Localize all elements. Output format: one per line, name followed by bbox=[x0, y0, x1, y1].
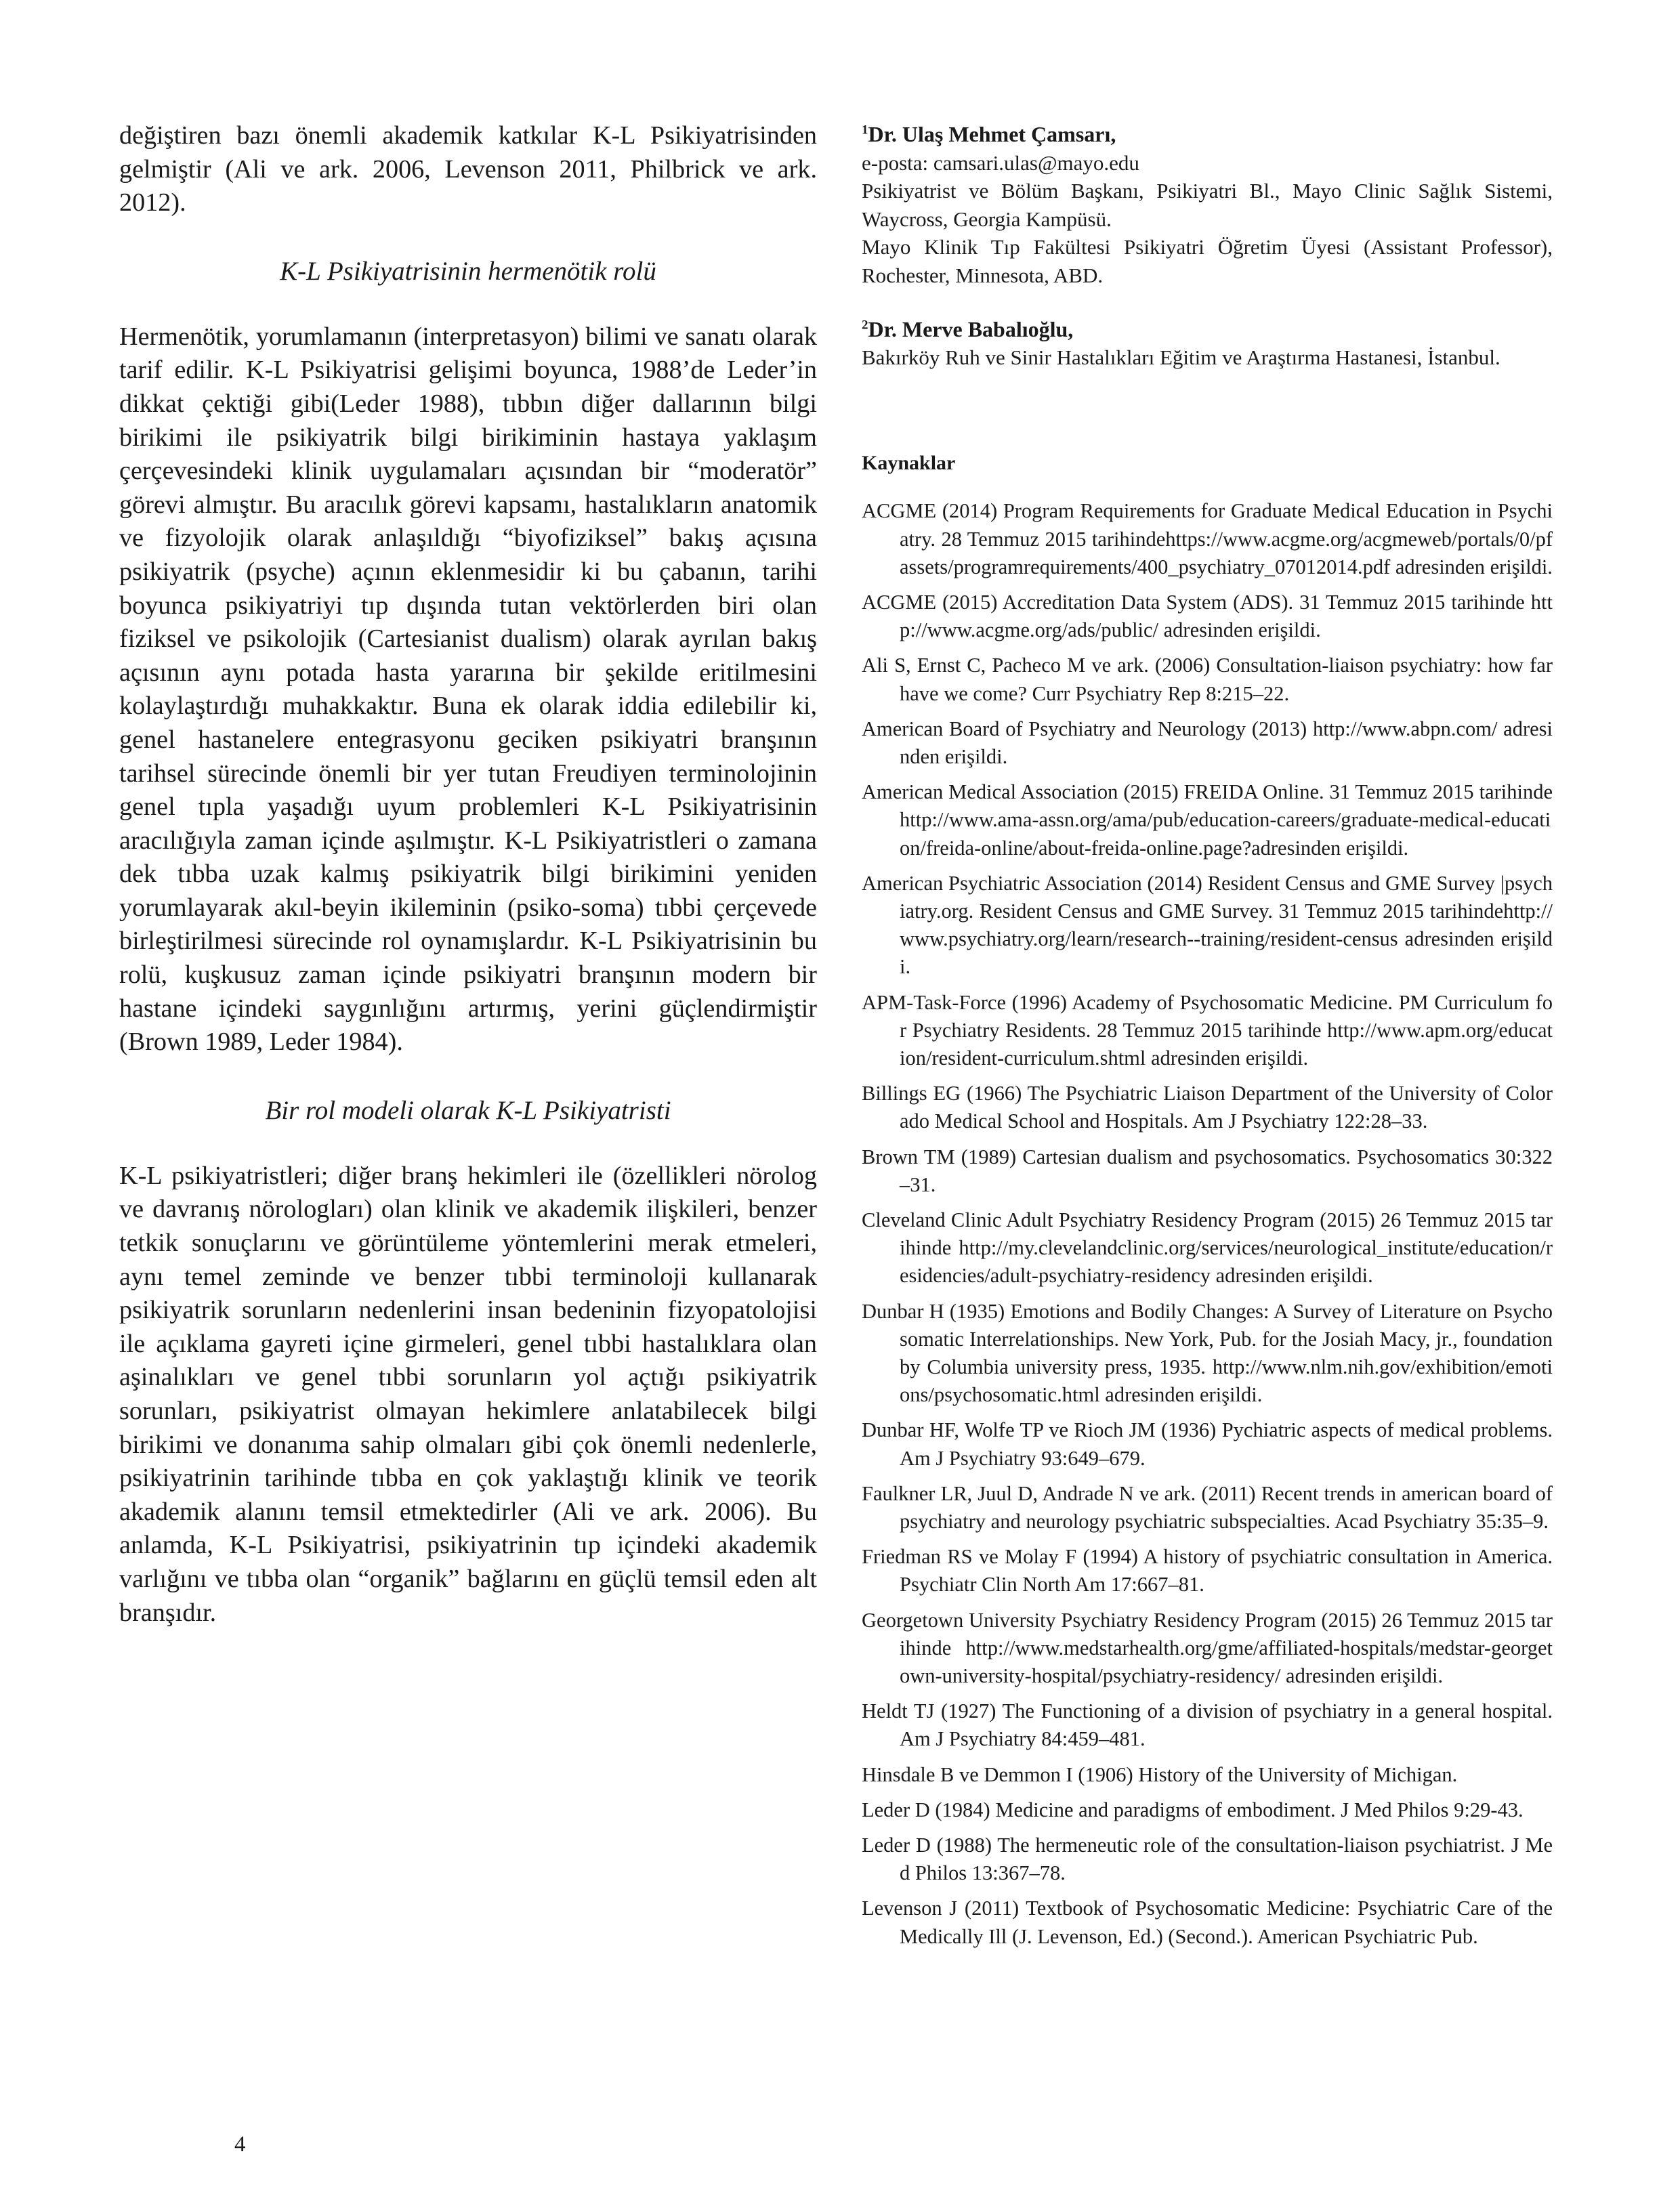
author-affiliation: Psikiyatrist ve Bölüm Başkanı, Psikiyatri Bl., Mayo Clinic Sağlık Sistemi, Waycross, Georgia Kampüsü. bbox=[862, 179, 1553, 231]
reference-item: American Medical Association (2015) FREIDA Online. 31 Temmuz 2015 tarihinde http://www.ama-assn.org/ama/pub/education-careers/graduate-medical-education/freida-online/about-freida-online.page?adresinden erişildi. bbox=[862, 780, 1553, 860]
reference-item: Georgetown University Psychiatry Residency Program (2015) 26 Temmuz 2015 tarihinde http://www.medstarhealth.org/gme/affiliated-hospitals/medstar-georgetown-university-hospital/psychiatry-residency/ adresinden erişildi. bbox=[862, 1608, 1553, 1688]
reference-item: Friedman RS ve Molay F (1994) A history of psychiatric consultation in America. Psychiatr Clin North Am 17:667–81. bbox=[862, 1545, 1553, 1596]
reference-item: American Board of Psychiatry and Neurology (2013) http://www.abpn.com/ adresinden erişildi. bbox=[862, 717, 1553, 768]
reference-item: APM-Task-Force (1996) Academy of Psychosomatic Medicine. PM Curriculum for Psychiatry Residents. 28 Temmuz 2015 tarihinde http://www.apm.org/education/resident-curriculum.shtml adresinden erişildi. bbox=[862, 990, 1553, 1070]
author-marker: 2 bbox=[862, 317, 868, 332]
section-heading-hermeneutic-role: K-L Psikiyatrisinin hermenötik rolü bbox=[280, 256, 656, 286]
reference-item: Dunbar HF, Wolfe TP ve Rioch JM (1936) Pychiatric aspects of medical problems. Am J Psychiatry 93:649–679. bbox=[862, 1418, 1553, 1470]
reference-item: Levenson J (2011) Textbook of Psychosomatic Medicine: Psychiatric Care of the Medically Ill (J. Levenson, Ed.) (Second.). American Psychiatric Pub. bbox=[862, 1897, 1553, 1948]
references-heading: Kaynaklar bbox=[862, 451, 956, 474]
author-name-text: Dr. Merve Babalıoğlu, bbox=[868, 316, 1074, 341]
author-block-2 bbox=[862, 316, 1553, 372]
author-affiliation: Mayo Klinik Tıp Fakültesi Psikiyatri Öğretim Üyesi (Assistant Professor), Rochester, Minnesota, ABD. bbox=[862, 235, 1553, 287]
reference-item: Leder D (1988) The hermeneutic role of the consultation-liaison psychiatrist. J Med Philos 13:367–78. bbox=[862, 1834, 1553, 1885]
sidebar-column bbox=[862, 121, 1553, 1958]
author-name bbox=[862, 316, 1553, 344]
references-list bbox=[862, 497, 1553, 1951]
reference-item: Leder D (1984) Medicine and paradigms of embodiment. J Med Philos 9:29-43. bbox=[862, 1798, 1524, 1821]
author-name bbox=[862, 121, 1553, 149]
reference-item: Heldt TJ (1927) The Functioning of a division of psychiatry in a general hospital. Am J Psychiatry 84:459–481. bbox=[862, 1699, 1553, 1751]
reference-item: Dunbar H (1935) Emotions and Bodily Changes: A Survey of Literature on Psychosomatic Interrelationships. New York, Pub. for the Josiah Macy, jr., foundation by Columbia university press, 1935. http://www.nlm.nih.gov/exhibition/emotions/psychosomatic.html adresinden erişildi. bbox=[862, 1299, 1553, 1407]
reference-item: Ali S, Ernst C, Pacheco M ve ark. (2006) Consultation-liaison psychiatry: how far have we come? Curr Psychiatry Rep 8:215–22. bbox=[862, 654, 1553, 705]
reference-item: Hinsdale B ve Demmon I (1906) History of the University of Michigan. bbox=[862, 1762, 1458, 1786]
reference-item: Brown TM (1989) Cartesian dualism and psychosomatics. Psychosomatics 30:322–31. bbox=[862, 1145, 1553, 1196]
reference-item: ACGME (2014) Program Requirements for Graduate Medical Education in Psychiatry. 28 Temmuz 2015 tarihindehttps://www.acgme.org/acgmeweb/portals/0/pfassets/programrequirements/400_psychiatry_07012014.pdf adresinden erişildi. bbox=[862, 499, 1553, 578]
body-text-column bbox=[119, 119, 817, 1630]
intro-paragraph: değiştiren bazı önemli akademik katkılar K-L Psikiyatrisinden gelmiştir (Ali ve ark. 2006, Levenson 2011, Philbrick ve ark. 2012). bbox=[119, 121, 817, 217]
reference-item: Cleveland Clinic Adult Psychiatry Residency Program (2015) 26 Temmuz 2015 tarihinde http://my.clevelandclinic.org/services/neurological_institute/education/residencies/adult-psychiatry-residency adresinden erişildi. bbox=[862, 1208, 1553, 1288]
author-name-text: Dr. Ulaş Mehmet Çamsarı, bbox=[868, 122, 1116, 146]
section-heading-role-model: Bir rol modeli olarak K-L Psikiyatristi bbox=[265, 1095, 671, 1125]
hermeneutic-paragraph: Hermenötik, yorumlamanın (interpretasyon) bilimi ve sanatı olarak tarif edilir. K-L Psikiyatrisi gelişimi boyunca, 1988’de Leder’in dikkat çektiği gibi(Leder 1988), tıbbın diğer dallarının bilgi birikimi ile psikiyatrik bilgi birikiminin hastaya yaklaşım çerçevesindeki klinik uygulamaları açısından bir “moderatör” görevi almıştır. Bu aracılık görevi kapsamı, hastalıkların anatomik ve fizyolojik olarak anlaşıldığı “biyofiziksel” bakış açısına psikiyatrik (psyche) açının eklenmesidir ki bu çabanın, tarihi boyunca psikiyatriyi tıp dışında tutan vektörlerden biri olan fiziksel ve psikolojik (Cartesianist dualism) olarak ayrılan bakış açısının aynı potada hasta yararına bir şekilde eritilmesini kolaylaştırdığı muhakkaktır. Buna ek olarak iddia edilebilir ki, genel hastanelere entegrasyonu geciken psikiyatri branşının tarihsel sürecinde önemli bir yer tutan Freudiyen terminolojinin genel tıpla yaşadığı uyum problemleri K-L Psikiyatrisinin aracılığıyla zaman içinde aşılmıştır. K-L Psikiyatristleri o zamana dek tıbba uzak kalmış psikiyatrik bilgi birikimini yeniden yorumlayarak akıl-beyin ikileminin (psiko-soma) tıbbi çerçevede birleştirilmesi sürecinde rol oynamışlardır. K-L Psikiyatrisinin bu rolü, kuşkusuz zaman içinde psikiyatri branşının modern bir hastane içindeki saygınlığını artırmış, yerini güçlendirmiştir (Brown 1989, Leder 1984). bbox=[119, 322, 817, 1057]
role-model-paragraph: K-L psikiyatristleri; diğer branş hekimleri ile (özellikleri nörolog ve davranış nörologları) olan klinik ve akademik ilişkileri, benzer tetkik sonuçlarını ve görüntüleme yöntemlerini merak etmeleri, aynı temel zeminde ve benzer tıbbi terminoloji kullanarak psikiyatrik sorunların nedenlerini insan bedeninin fizyopatolojisi ile açıklama gayreti içine girmeleri, genel tıbbi hastalıklara olan aşinalıkları ve genel tıbbi sorunların yol açtığı psikiyatrik sorunları, psikiyatrist olmayan hekimlere anlatabilecek bilgi birikimi ve donanıma sahip olmaları gibi çok önemli nedenlerle, psikiyatrinin tarihinde tıbba en çok yaklaştığı klinik ve teorik akademik alanını temsil etmektedirler (Ali ve ark. 2006). Bu anlamda, K-L Psikiyatrisi, psikiyatrinin tıp içindeki akademik varlığını ve tıbba olan “organik” bağlarını en güçlü temsil eden alt branşıdır. bbox=[119, 1161, 817, 1627]
author-email: e-posta: camsari.ulas@mayo.edu bbox=[862, 150, 1139, 175]
reference-item: American Psychiatric Association (2014) Resident Census and GME Survey |psychiatry.org. Resident Census and GME Survey. 31 Temmuz 2015 tarihindehttp://www.psychiatry.org/learn/research--training/resident-census adresinden erişildi. bbox=[862, 871, 1553, 979]
author-affiliation: Bakırköy Ruh ve Sinir Hastalıkları Eğitim ve Araştırma Hastanesi, İstanbul. bbox=[862, 345, 1500, 370]
reference-item: Billings EG (1966) The Psychiatric Liaison Department of the University of Colorado Medical School and Hospitals. Am J Psychiatry 122:28–33. bbox=[862, 1082, 1553, 1133]
reference-item: Faulkner LR, Juul D, Andrade N ve ark. (2011) Recent trends in american board of psychiatry and neurology psychiatric subspecialties. Acad Psychiatry 35:35–9. bbox=[862, 1481, 1553, 1533]
author-marker: 1 bbox=[862, 123, 868, 138]
author-block-1 bbox=[862, 121, 1553, 290]
page-number: 4 bbox=[234, 2132, 246, 2157]
reference-item: ACGME (2015) Accreditation Data System (ADS). 31 Temmuz 2015 tarihinde http://www.acgme.org/ads/public/ adresinden erişildi. bbox=[862, 590, 1553, 642]
